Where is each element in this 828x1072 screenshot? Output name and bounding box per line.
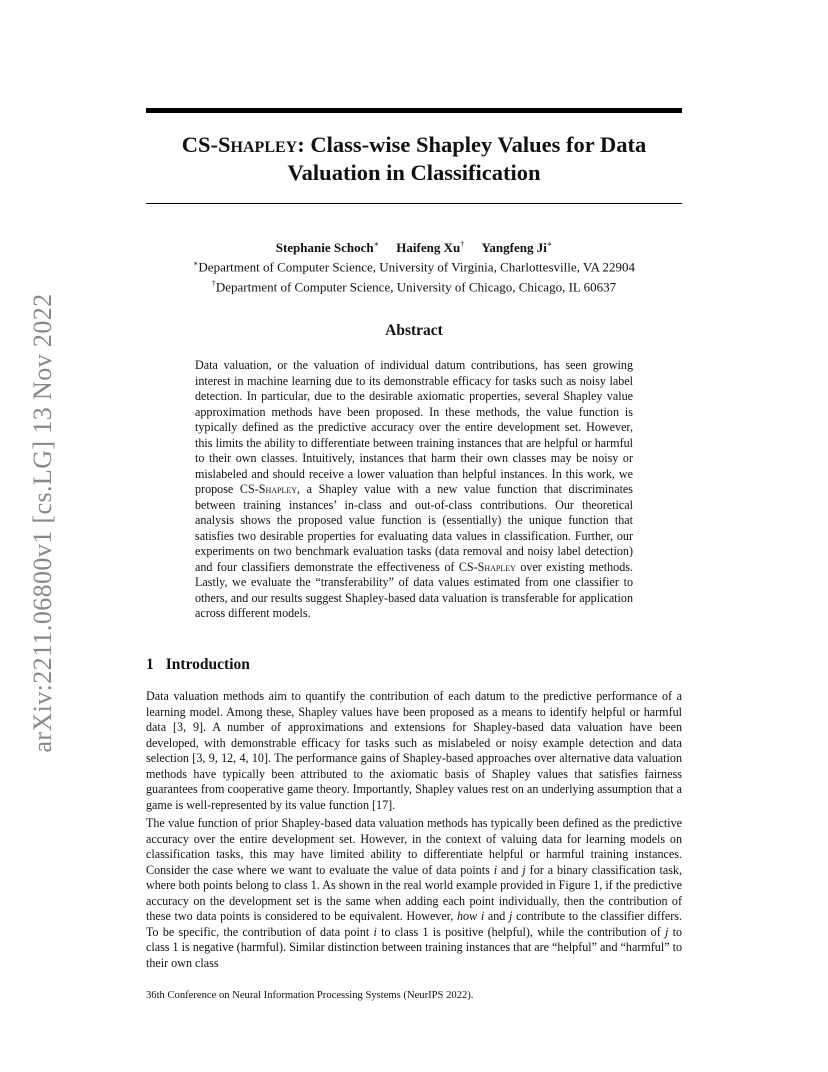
- affiliation-2: †Department of Computer Science, University of Chicago, Chicago, IL 60637: [211, 278, 617, 294]
- affiliation-1: ∗Department of Computer Science, University of Virginia, Charlottesville, VA 22904: [192, 259, 636, 275]
- title-line2: Valuation in Classification: [287, 160, 541, 185]
- arxiv-id-text: arXiv:2211.06800v1 [cs.LG] 13 Nov 2022: [28, 293, 57, 753]
- section-title: Introduction: [165, 656, 250, 673]
- arxiv-side-label: [27, 286, 59, 760]
- conference-footer: 36th Conference on Neural Information Processing Systems (NeurIPS 2022).: [146, 990, 474, 1001]
- abstract-body: Data valuation, or the valuation of individual datum contributions, has seen growing interest in machine learning due to its demonstrable efficacy for tasks such as noisy label detection. In particular, due to the desirable axiomatic properties, several Shapley value approximation methods have been proposed. In these methods, the value function is typically defined as the predictive accuracy over the entire development set. However, this limits the ability to differentiate between training instances that are helpful or harmful to their own classes. Intuitively, instances that harm their own classes may be noisy or mislabeled and should receive a lower valuation than helpful instances. In this work, we propose CS-Shapley, a Shapley value with a new value function that discriminates between training instances’ in-class and out-of-class contributions. Our theoretical analysis shows the proposed value function is (essentially) the unique function that satisfies two desirable properties for evaluating data values in classification. Further, our experiments on two benchmark evaluation tasks (data removal and noisy label detection) and four classifiers demonstrate the effectiveness of CS-Shapley over existing methods. Lastly, we evaluate the “transferability” of data values estimated from one classifier to others, and our results suggest Shapley-based data valuation is transferable for application across different models.: [195, 358, 634, 620]
- intro-paragraph-2: The value function of prior Shapley-based data valuation methods has typically been defined as the predictive accuracy over the entire development set. However, in the context of valuing data for learning models on classification tasks, this may have limited ability to differentiate helpful or harmful training instances. Consider the case where we want to evaluate the value of data points i and j for a binary classification task, where both points belong to class 1. As shown in the real world example provided in Figure 1, if the predictive accuracy on the development set is the same when adding each point individually, then the contribution of these two data points is considered to be equivalent. However, how i and j contribute to the classifier differs. To be specific, the contribution of data point i to class 1 is positive (helpful), while the contribution of j to class 1 is negative (harmful). Similar distinction between training instances that are “helpful” and “harmful” to their own class: [146, 816, 683, 970]
- author-block: [146, 237, 682, 295]
- title-prefix: CS-: [181, 132, 219, 157]
- title-line1-rest: : Class-wise Shapley Values for Data: [297, 132, 647, 157]
- paper-title: [146, 131, 682, 187]
- section-heading-introduction: [146, 656, 250, 674]
- title-smallcaps: Shapley: [218, 132, 298, 157]
- intro-paragraph-1: Data valuation methods aim to quantify the contribution of each datum to the predictive performance of a learning model. Among these, Shapley values have been proposed as a means to identify helpful or harmful data [3, 9]. A number of approximations and extensions for Shapley-based data valuation have been developed, with demonstrable efficacy for tasks such as mislabeled or noisy example detection and data selection [3, 9, 12, 4, 10]. The performance gains of Shapley-based approaches over alternative data valuation methods have typically been attributed to the axiomatic basis of Shapley values that satisfies fairness guarantees from cooperative game theory. Importantly, Shapley values rest on an underlying assumption that a game is well-represented by its value function [17].: [146, 689, 682, 812]
- author-1: Stephanie Schoch∗: [275, 240, 380, 256]
- author-names: [146, 237, 682, 256]
- section-number: 1: [146, 656, 154, 673]
- author-3: Yangfeng Ji∗: [481, 240, 553, 256]
- author-2: Haifeng Xu†: [396, 240, 465, 256]
- title-top-rule: [146, 108, 682, 113]
- abstract-heading: Abstract: [385, 322, 443, 339]
- title-bottom-rule: [146, 203, 682, 204]
